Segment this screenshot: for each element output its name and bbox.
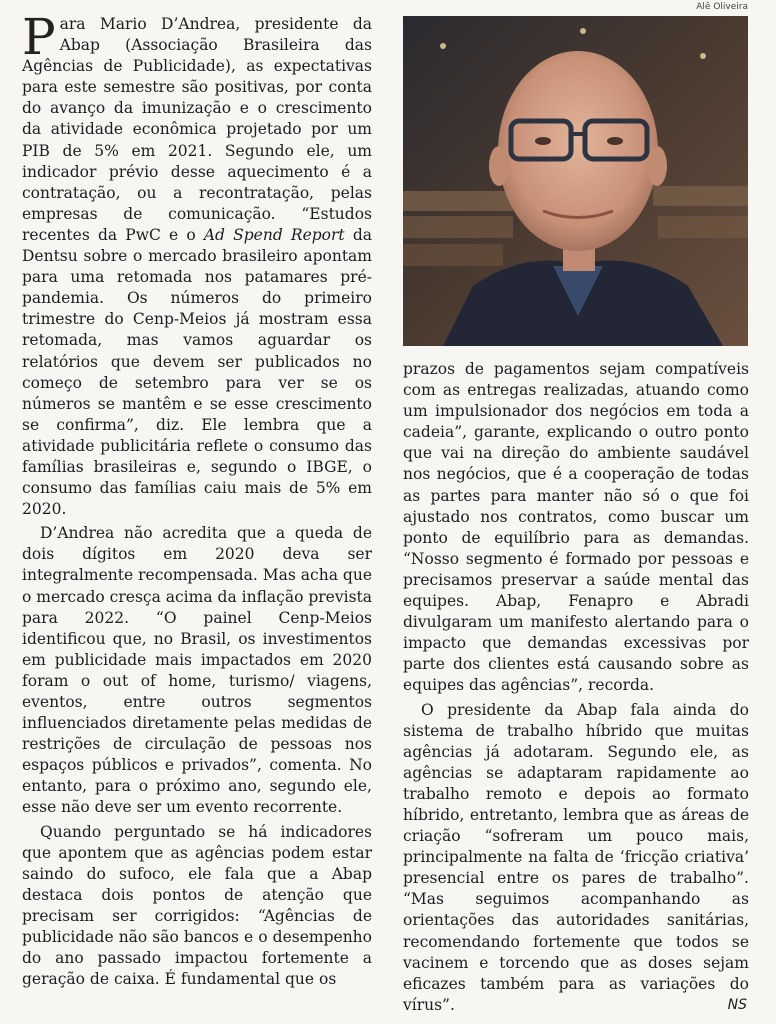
portrait-photo <box>403 16 748 346</box>
publication-title: Ad Spend Report <box>203 225 345 244</box>
paragraph-1 <box>22 8 372 520</box>
author-signature: NS <box>727 996 747 1013</box>
portrait-image <box>403 16 748 346</box>
paragraph-4 <box>403 700 749 1016</box>
paragraph-3-continued: prazos de pagamentos sejam compatíveis com as entregas realizadas, atuando como um impulsionador dos negócios em toda a cadeia”, garante, explicando o outro ponto que vai na direção do ambiente saudável nos negócios, que é a cooperação de todas as partes para manter não só o que foi ajustado nos contratos, como buscar um ponto de equilíbrio para as demandas. “Nosso segmento é formado por pessoas e precisamos preservar a saúde mental das equipes. Abap, Fenapro e Abradi divulgaram um manifesto alertando para o impacto que demandas excessivas por parte dos clientes está causando sobre as equipes das agências”, recorda. <box>403 360 749 695</box>
paragraph-2: D’Andrea não acredita que a queda de dois dígitos em 2020 deva ser integralmente recompensada. Mas acha que o mercado cresça acima da inflação prevista para 2022. “O painel Cenp-Meios identificou que, no Brasil, os investimentos em publicidade mais impactados em 2020 foram o out of home, turismo/ viagens, eventos, entre outros segmentos influenciados diretamente pelas medidas de restrições de circulação de pessoas nos espaços públicos e privados”, comenta. No entanto, para o próximo ano, segundo ele, esse não deve ser um evento recorrente. <box>22 524 372 817</box>
paragraph-1-rest: da Dentsu sobre o mercado brasileiro apontam para uma retomada nos patamares pré-pandemia. Os números do primeiro trimestre do Cenp-Meios já mostram essa retomada, mas vamos aguardar os relatórios que devem ser publicados no começo de setembro para ver se os números se mantêm e se esse crescimento se confirma”, diz. Ele lembra que a atividade publicitária reflete o consumo das famílias brasileiras e, segundo o IBGE, o consumo das famílias caiu mais de 5% em 2020. <box>22 225 372 519</box>
photo-credit: Alê Oliveira <box>696 2 748 12</box>
article-column-right <box>403 359 749 1016</box>
article-column-left <box>22 8 372 990</box>
paragraph-4-text: O presidente da Abap fala ainda do sistema de trabalho híbrido que muitas agências já adotaram. Segundo ele, as agências se adaptaram rapidamente ao trabalho remoto e depois ao formato híbrido, entretanto, lembra que as áreas de criação “sofreram um pouco mais, principalmente na falta de ‘fricção criativa’ presencial entre os pares de trabalho”. “Mas seguimos acompanhando as orientações das autoridades sanitárias, recomendando fortemente que todos se vacinem e torcendo que as doses sejam eficazes também para as variações do vírus”. <box>403 700 749 1014</box>
drop-cap: P <box>22 8 56 66</box>
paragraph-3: Quando perguntado se há indicadores que apontem que as agências podem estar saindo do sufoco, ele fala que a Abap destaca dois pontos de atenção que precisam ser corrigidos: “Agências de publicidade não são bancos e o desempenho do ano passado impactou fortemente a geração de caixa. É fundamental que os <box>22 822 372 989</box>
paragraph-1-text: ara Mario D’Andrea, presidente da Abap (Associação Brasileira das Agências de Publicidade), as expectativas para este semestre são positivas, por conta do avanço da imunização e o crescimento da atividade econômica projetado por um PIB de 5% em 2021. Segundo ele, um indicador prévio desse aquecimento é a contratação, ou a recontratação, pelas empresas de comunicação. “Estudos recentes da PwC e o <box>22 15 372 244</box>
